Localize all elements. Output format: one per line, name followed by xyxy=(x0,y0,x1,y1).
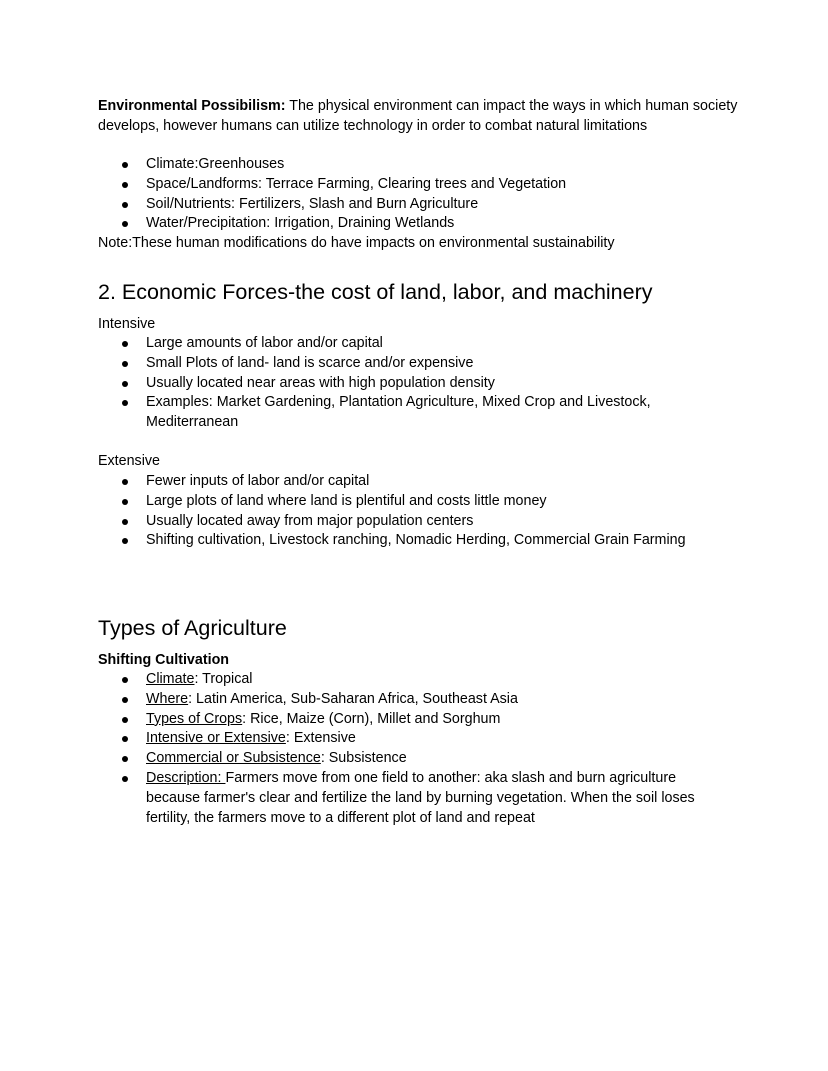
possibilism-term: Environmental Possibilism: xyxy=(98,98,286,114)
intensity-value: : Extensive xyxy=(285,730,356,747)
commercial-value: : Subsistence xyxy=(320,750,407,767)
list-item-commercial xyxy=(98,749,738,769)
climate-label: Climate xyxy=(146,671,195,687)
description-value: Farmers move from one field to another: aka slash and burn agriculture because farmer's clear and fertilize the land by burning vegetation. When the soil loses fertility, the farmers move to a different plot of land and repeat xyxy=(146,769,695,826)
commercial-label: Commercial or Subsistence xyxy=(146,750,321,767)
list-item: Fewer inputs of labor and/or capital xyxy=(98,472,738,492)
list-item: Small Plots of land- land is scarce and/or expensive xyxy=(98,354,738,374)
extensive-list xyxy=(98,472,738,551)
description-label: Description: xyxy=(146,769,226,786)
where-label: Where xyxy=(146,690,189,707)
list-item: Soil/Nutrients: Fertilizers, Slash and Burn Agriculture xyxy=(98,195,738,215)
list-item-intensity xyxy=(98,729,738,749)
extensive-label: Extensive xyxy=(98,453,160,469)
intensive-list xyxy=(98,334,738,433)
list-item: Space/Landforms: Terrace Farming, Clearing trees and Vegetation xyxy=(98,175,738,195)
list-item-climate xyxy=(98,670,738,690)
list-item-crops xyxy=(98,710,738,730)
list-item: Usually located near areas with high population density xyxy=(98,374,738,394)
possibilism-definition: The physical environment can impact the ways in which human society develops, however humans can utilize technology in order to combat natural limitations xyxy=(98,98,738,134)
possibilism-list xyxy=(98,155,738,234)
list-item: Large amounts of labor and/or capital xyxy=(98,334,738,354)
list-item: Large plots of land where land is plentiful and costs little money xyxy=(98,492,738,512)
intensive-label: Intensive xyxy=(98,316,156,332)
shifting-cultivation-subheading: Shifting Cultivation xyxy=(98,652,230,668)
types-heading: Types of Agriculture xyxy=(98,616,287,640)
where-value: : Latin America, Sub-Saharan Africa, Southeast Asia xyxy=(188,690,518,707)
climate-value: : Tropical xyxy=(194,671,253,687)
list-item: Shifting cultivation, Livestock ranching, Nomadic Herding, Commercial Grain Farming xyxy=(98,531,738,551)
list-item-where xyxy=(98,690,738,710)
list-item: Examples: Market Gardening, Plantation Agriculture, Mixed Crop and Livestock, Mediterranean xyxy=(98,393,738,433)
possibilism-paragraph xyxy=(98,97,738,137)
list-item: Usually located away from major population centers xyxy=(98,512,738,532)
shifting-cultivation-list xyxy=(98,670,738,828)
economic-heading: 2. Economic Forces-the cost of land, labor, and machinery xyxy=(98,280,653,304)
intensity-label: Intensive or Extensive xyxy=(146,730,286,747)
crops-value: : Rice, Maize (Corn), Millet and Sorghum xyxy=(242,710,501,727)
list-item: Water/Precipitation: Irrigation, Draining Wetlands xyxy=(98,214,738,234)
list-item-description xyxy=(98,769,738,828)
list-item: Climate:Greenhouses xyxy=(98,155,738,175)
crops-label: Types of Crops xyxy=(146,710,243,727)
possibilism-note: Note:These human modifications do have impacts on environmental sustainability xyxy=(98,235,615,251)
